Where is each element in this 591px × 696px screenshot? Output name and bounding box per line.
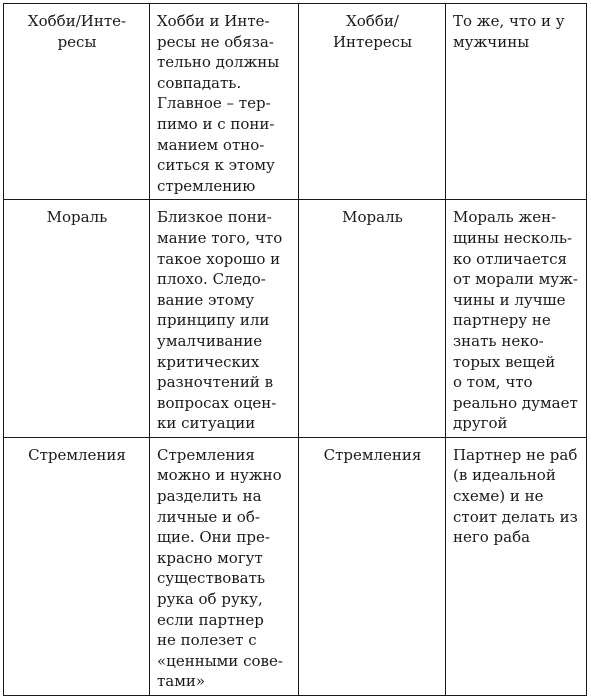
category-cell xyxy=(299,437,446,695)
description-text: Хобби и Инте- ресы не обяза- тельно должны совпадать. Главное – тер- пимо и с пони- манием отно- ситься к этому стремлению xyxy=(157,12,280,195)
category-cell xyxy=(4,4,150,200)
description-text: Близкое пони- мание того, что такое хорошо и плохо. Следо- вание этому принципу или умалчивание критических разночтений в вопросах оцен- ки ситуации xyxy=(157,208,283,433)
category-label: Стремления xyxy=(323,445,422,464)
category-label: Мораль xyxy=(46,208,108,227)
description-cell xyxy=(446,4,587,200)
category-label: Стремления xyxy=(28,445,126,464)
description-cell xyxy=(150,4,299,200)
description-text: Партнер не раб (в идеальной схеме) и не стоит делать из него раба xyxy=(453,445,578,547)
description-cell xyxy=(446,200,587,438)
category-cell xyxy=(4,437,150,695)
description-text: Стремления можно и нужно разделить на личные и об- щие. Они пре- красно могут существовать рука об руку, если партнер не полезет с «ценными сове- тами» xyxy=(157,445,283,691)
category-cell xyxy=(299,200,446,438)
category-label: Хобби/ Интересы xyxy=(332,12,413,51)
description-text: Мораль жен- щины несколь- ко отличается от морали муж- чины и лучше партнеру не знать неко- торых вещей о том, что реально думает другой xyxy=(453,208,578,433)
description-cell xyxy=(150,200,299,438)
description-cell xyxy=(446,437,587,695)
table-row xyxy=(4,4,587,200)
category-label: Мораль xyxy=(342,208,403,227)
category-cell xyxy=(299,4,446,200)
table-row xyxy=(4,437,587,695)
description-cell xyxy=(150,437,299,695)
table-row xyxy=(4,200,587,438)
description-text: То же, что и у мужчины xyxy=(453,12,565,51)
comparison-table xyxy=(3,3,587,696)
category-cell xyxy=(4,200,150,438)
category-label: Хобби/Инте- ресы xyxy=(27,12,127,51)
comparison-table-page xyxy=(3,3,586,691)
